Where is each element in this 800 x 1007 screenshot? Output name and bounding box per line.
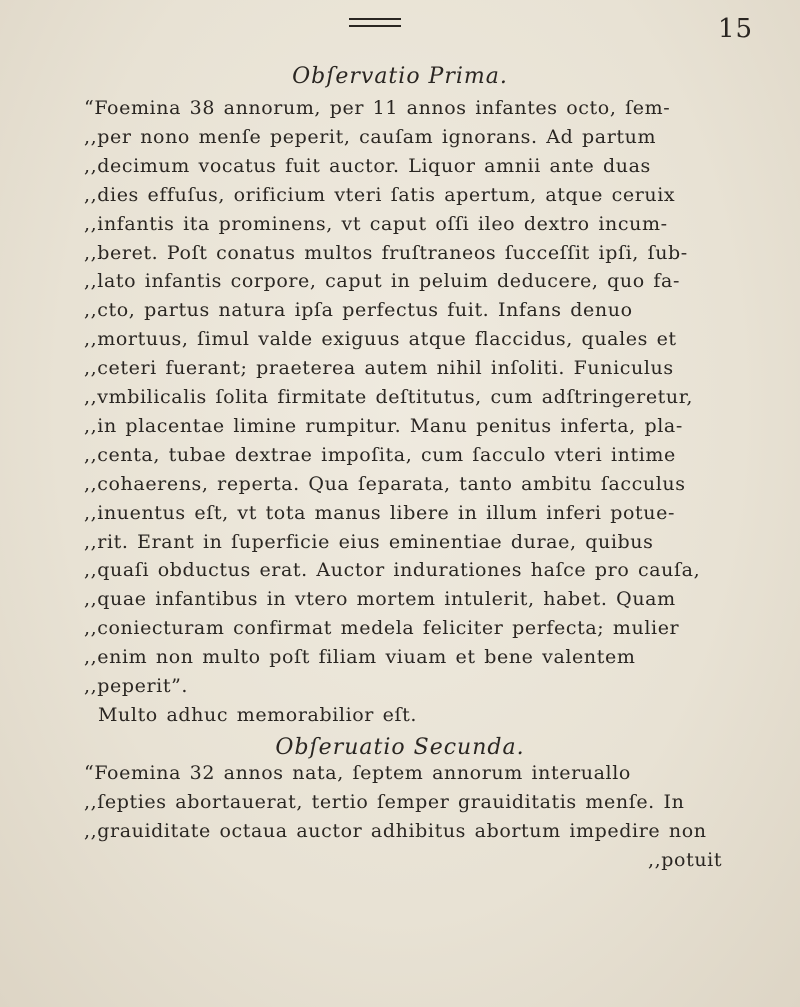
text-line: “Foemina 38 annorum, per 11 annos infantes octo, ſem- — [84, 97, 671, 119]
text-line: ,,enim non multo poſt filiam viuam et bene valentem — [84, 646, 636, 669]
text-line: ,,cohaerens, reperta. Qua ſeparata, tanto ambitu ſacculus — [84, 472, 686, 495]
text-line: ,,coniecturam confirmat medela feliciter perfecta; mulier — [84, 617, 680, 640]
text-line: ,,inuentus eſt, vt tota manus libere in illum inferi potue- — [84, 501, 675, 524]
text-line: “Foemina 32 annos nata, ſeptem annorum interuallo — [84, 762, 631, 784]
section-heading-prima: Obſervatio Prima. — [292, 64, 508, 89]
text-line: ,,ceteri fuerant; praeterea autem nihil inſoliti. Funiculus — [84, 357, 674, 380]
catchword: ,,potuit — [648, 849, 723, 871]
text-line: ,,cto, partus natura ipſa perfectus fuit. Infans denuo — [84, 299, 633, 322]
header-rule — [349, 18, 401, 27]
text-line: ,,quaſi obductus erat. Auctor indurationes haſce pro cauſa, — [84, 559, 701, 582]
section-heading-secunda: Obſeruatio Secunda. — [275, 735, 525, 760]
text-line: ,,grauiditate octaua auctor adhibitus abortum impedire non — [84, 820, 707, 842]
page-number: 15 — [718, 14, 754, 44]
text-line: ,,ſepties abortauerat, tertio ſemper grauiditatis menſe. In — [84, 791, 685, 813]
text-line: ,,mortuus, ſimul valde exiguus atque flaccidus, quales et — [84, 328, 677, 351]
text-line: ,,centa, tubae dextrae impoſita, cum ſacculo vteri intime — [84, 443, 676, 466]
text-line: ,,decimum vocatus fuit auctor. Liquor amnii ante duas — [84, 154, 651, 177]
text-line: ,,vmbilicalis ſolita firmitate deſtitutus, cum adſtringeretur, — [84, 386, 693, 408]
text-line: ,,peperit”. — [84, 675, 189, 697]
text-line: ,,beret. Poſt conatus multos fruſtraneos ſucceſſit ipſi, ſub- — [84, 241, 688, 264]
text-line: ,,infantis ita prominens, vt caput oſſi ileo dextro incum- — [84, 212, 668, 235]
text-line: ,,lato infantis corpore, caput in peluim deducere, quo fa- — [84, 270, 680, 293]
text-line-closing: Multo adhuc memorabilior eſt. — [98, 703, 417, 726]
text-line: ,,quae infantibus in vtero mortem intulerit, habet. Quam — [84, 588, 676, 611]
text-line: ,,in placentae limine rumpitur. Manu penitus inferta, pla- — [84, 414, 683, 437]
text-line: ,,per nono menſe peperit, cauſam ignorans. Ad partum — [84, 125, 657, 148]
text-line: ,,dies effuſus, orificium vteri ſatis apertum, atque ceruix — [84, 183, 676, 206]
text-line: ,,rit. Erant in ſuperficie eius eminentiae durae, quibus — [84, 530, 654, 553]
